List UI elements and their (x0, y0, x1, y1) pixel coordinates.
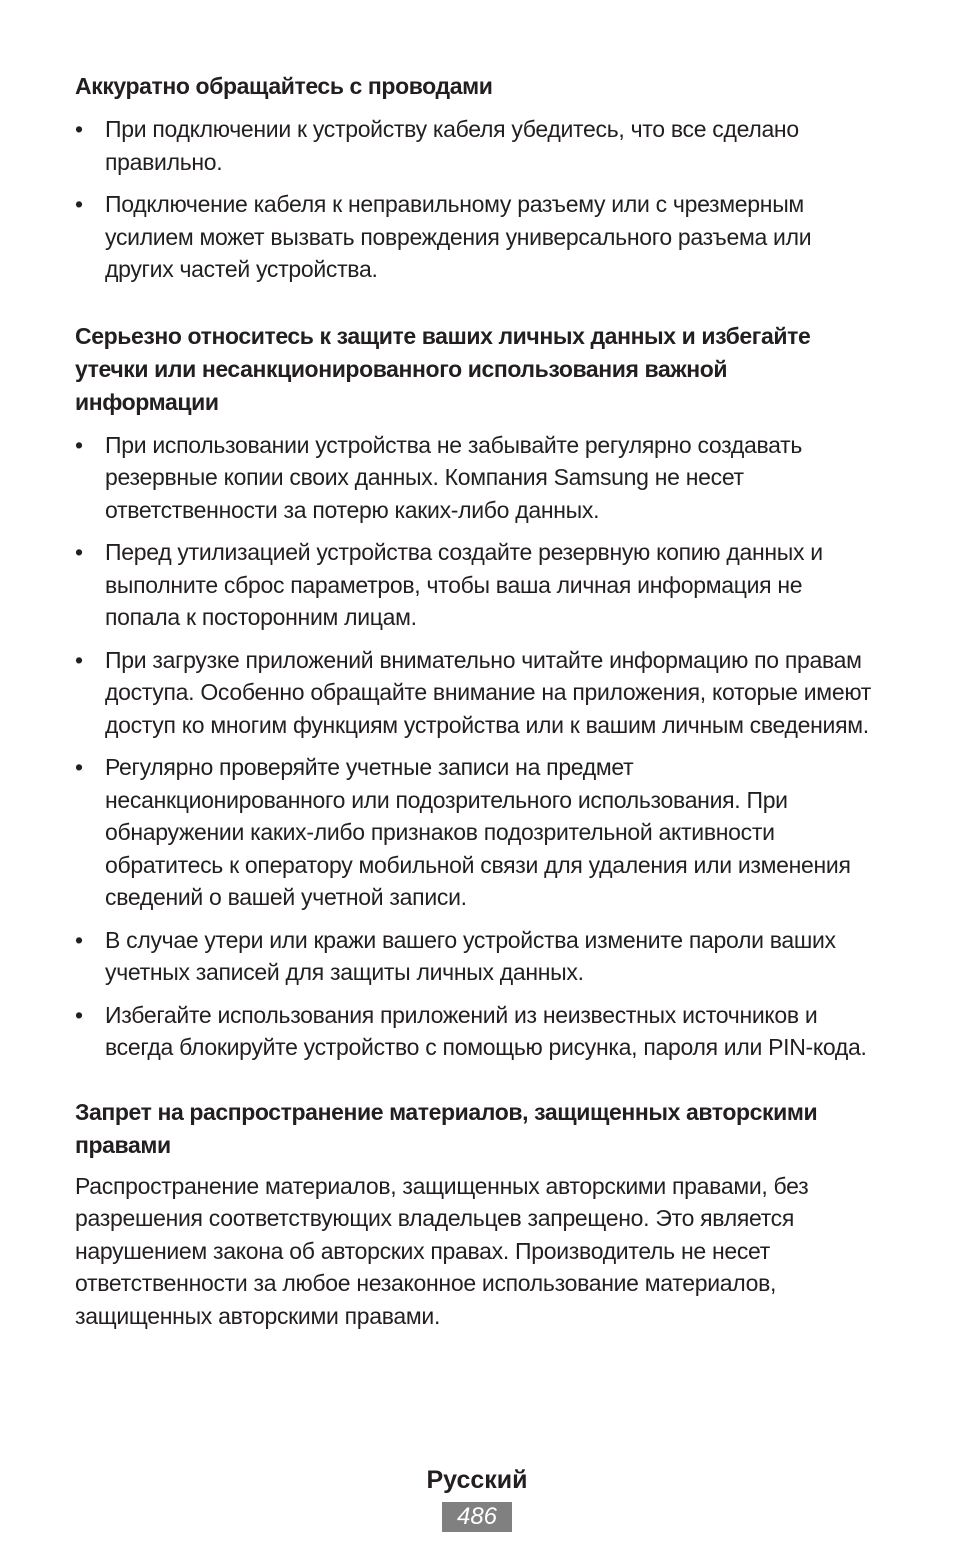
list-item-text: При загрузке приложений внимательно читайте информацию по правам доступа. Особенно обращайте внимание на приложения, которые имеют доступ ко многим функциям устройства или к вашим личным сведениям. (105, 646, 871, 738)
list-item (75, 536, 875, 634)
page-number: 486 (442, 1502, 512, 1532)
bullet-icon: • (75, 754, 83, 780)
list-item (75, 999, 875, 1064)
section-personal-data (75, 320, 875, 1064)
section-copyright (75, 1096, 875, 1333)
bullet-icon: • (75, 646, 83, 673)
list-item (75, 188, 875, 286)
bullet-icon: • (75, 116, 83, 142)
page-footer (0, 1462, 954, 1532)
list-item-text: Избегайте использования приложений из неизвестных источников и всегда блокируйте устройство с помощью рисунка, пароля или PIN-кода. (105, 1001, 867, 1060)
bullet-icon: • (75, 539, 83, 565)
bullet-list (75, 113, 875, 286)
list-item-text: Подключение кабеля к неправильному разъему или с чрезмерным усилием может вызвать повреждения универсального разъема или других частей устройства. (105, 191, 812, 282)
document-page (75, 70, 875, 1332)
list-item (75, 644, 875, 742)
list-item-text: Перед утилизацией устройства создайте резервную копию данных и выполните сброс параметров, чтобы ваша личная информация не попала к посторонним лицам. (105, 539, 823, 630)
list-item-text: При использовании устройства не забывайте регулярно создавать резервные копии своих данных. Компания Samsung не несет ответственности за потерю каких-либо данных. (105, 431, 803, 523)
bullet-icon: • (75, 191, 83, 217)
bullet-icon: • (75, 1001, 83, 1028)
list-item (75, 429, 875, 527)
list-item-text: При подключении к устройству кабеля убедитесь, что все сделано правильно. (105, 116, 799, 175)
section-heading: Аккуратно обращайтесь с проводами (75, 73, 493, 99)
section-paragraph: Распространение материалов, защищенных авторскими правами, без разрешения соответствующих владельцев запрещено. Это является нарушением закона об авторских правах. Производитель не несет ответственности за любое незаконное использование материалов, защищенных авторскими правами. (75, 1172, 809, 1329)
section-heading: Серьезно относитесь к защите ваших личных данных и избегайте утечки или несанкционированного использования важной информации (75, 322, 811, 415)
list-item-text: Регулярно проверяйте учетные записи на предмет несанкционированного или подозрительного использования. При обнаружении каких-либо признаков подозрительной активности обратитесь к оператору мобильной связи для удаления или изменения сведений о вашей учетной записи. (105, 754, 851, 910)
section-heading: Запрет на распространение материалов, защищенных авторскими правами (75, 1098, 818, 1158)
bullet-icon: • (75, 926, 83, 953)
list-item-text: В случае утери или кражи вашего устройства измените пароли ваших учетных записей для защиты личных данных. (105, 926, 836, 985)
footer-language: Русский (426, 1466, 528, 1494)
bullet-icon: • (75, 431, 83, 458)
bullet-list (75, 429, 875, 1064)
list-item (75, 751, 875, 914)
list-item (75, 924, 875, 989)
list-item (75, 113, 875, 178)
section-cable-handling (75, 70, 875, 286)
